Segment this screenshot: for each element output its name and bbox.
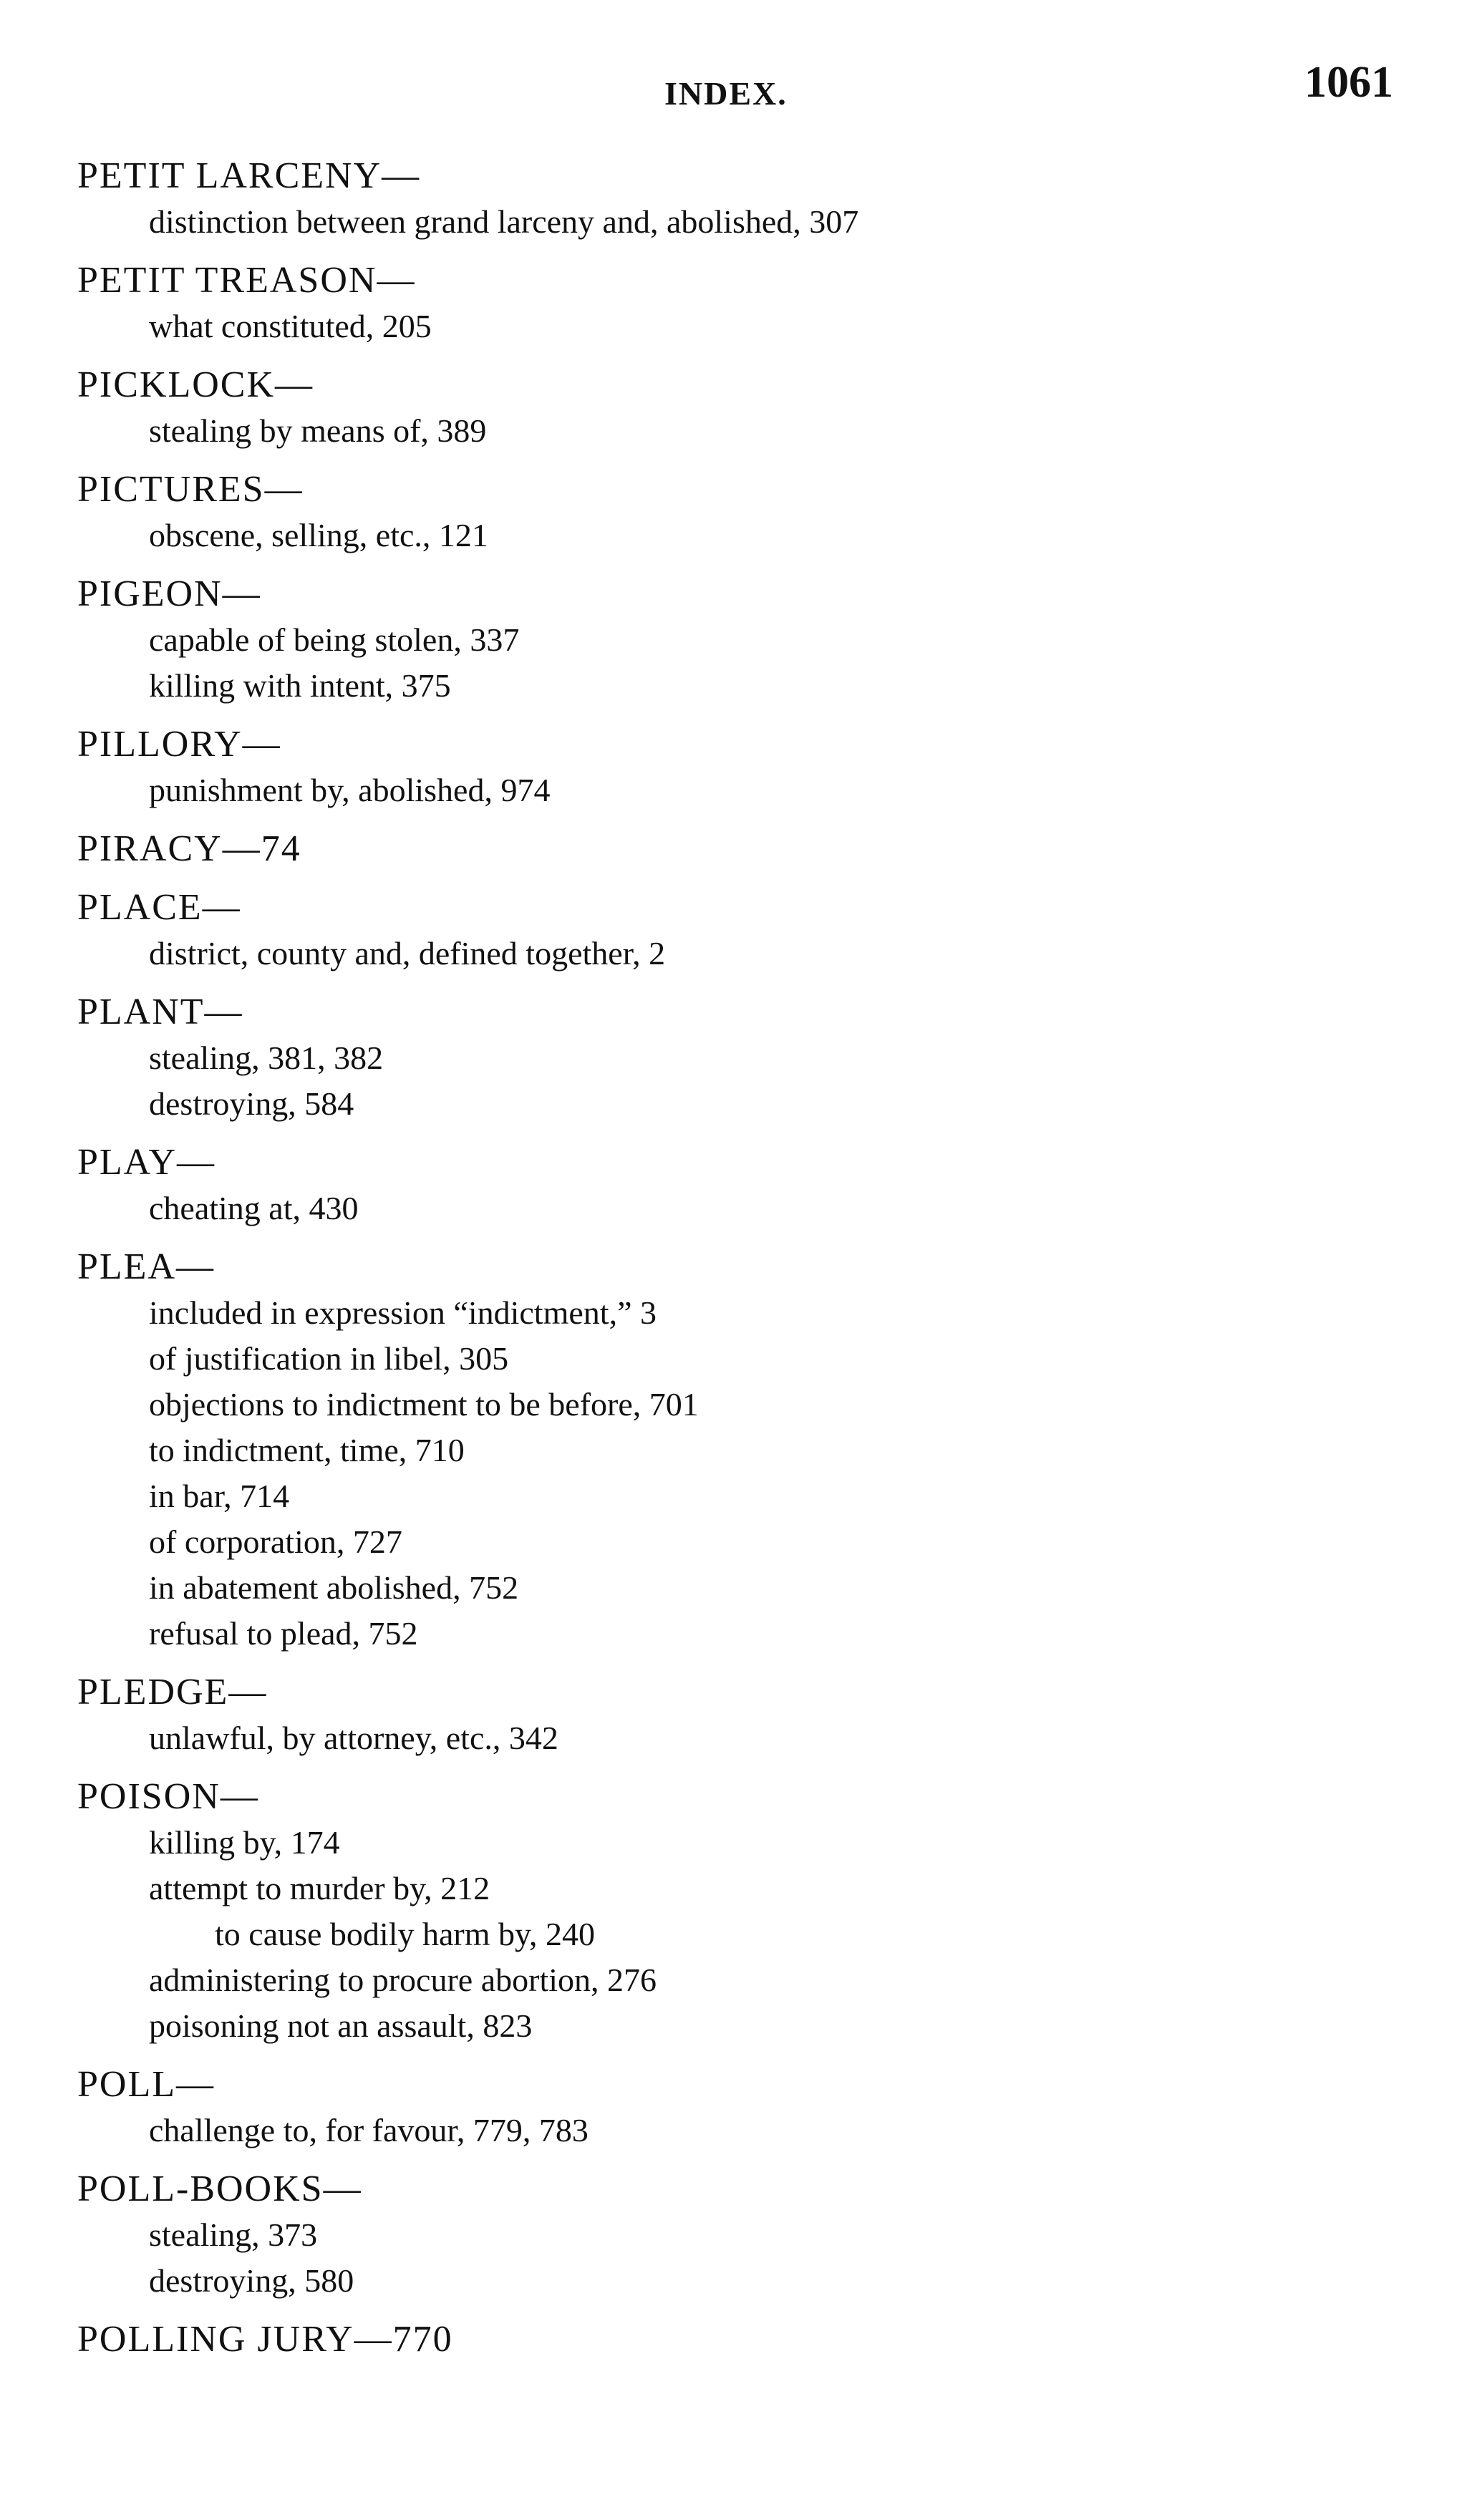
subentry-list xyxy=(77,1715,1294,1761)
index-subentry: in bar, 714 xyxy=(149,1478,290,1514)
subentry-list xyxy=(77,1186,1294,1231)
subentry-list xyxy=(77,408,1294,454)
index-subentry: objections to indictment to be before, 701 xyxy=(149,1386,699,1423)
index-subentry: of justification in libel, 305 xyxy=(149,1340,509,1377)
index-entry xyxy=(77,258,1294,349)
index-entry xyxy=(77,467,1294,558)
index-subentry: poisoning not an assault, 823 xyxy=(149,2007,533,2044)
index-subentry: obscene, selling, etc., 121 xyxy=(149,517,488,553)
index-heading: PIRACY—74 xyxy=(77,828,301,869)
index-heading: PLEDGE— xyxy=(77,1672,268,1712)
index-entry xyxy=(77,2317,1294,2362)
index-subentry: included in expression “indictment,” 3 xyxy=(149,1294,657,1331)
subentry-list xyxy=(77,1035,1294,1127)
index-heading: POISON— xyxy=(77,1776,259,1817)
index-entry xyxy=(77,1670,1294,1761)
index-entry xyxy=(77,1774,1294,2049)
index-subentry: capable of being stolen, 337 xyxy=(149,621,520,658)
index-subentry: of corporation, 727 xyxy=(149,1523,402,1560)
index-entry xyxy=(77,885,1294,976)
index-entry xyxy=(77,153,1294,245)
page-title: INDEX. xyxy=(664,75,788,112)
index-heading: POLL-BOOKS— xyxy=(77,2168,362,2209)
index-subentry: in abatement abolished, 752 xyxy=(149,1569,519,1606)
index-subentry: stealing, 381, 382 xyxy=(149,1040,384,1076)
index-subentry: refusal to plead, 752 xyxy=(149,1615,418,1652)
index-subentry: unlawful, by attorney, etc., 342 xyxy=(149,1720,558,1756)
index-heading: PETIT LARCENY— xyxy=(77,155,421,196)
subentry-list xyxy=(77,1820,1294,2049)
index-entry xyxy=(77,2166,1294,2304)
subentry-list xyxy=(77,767,1294,813)
index-heading: POLLING JURY—770 xyxy=(77,2319,453,2360)
index-heading: PILLORY— xyxy=(77,724,281,765)
index-entries xyxy=(77,153,1294,2375)
index-heading: PIGEON— xyxy=(77,573,261,614)
index-subentry: district, county and, defined together, 2 xyxy=(149,935,666,971)
index-subentry: challenge to, for favour, 779, 783 xyxy=(149,2112,589,2148)
index-heading: PICKLOCK— xyxy=(77,364,314,405)
subentry-list xyxy=(77,617,1294,709)
index-subentry: to indictment, time, 710 xyxy=(149,1432,465,1468)
index-heading: PETIT TREASON— xyxy=(77,260,416,301)
index-entry xyxy=(77,2062,1294,2153)
index-entry xyxy=(77,1244,1294,1657)
index-subentry: punishment by, abolished, 974 xyxy=(149,772,551,808)
index-subentry: administering to procure abortion, 276 xyxy=(149,1962,657,1998)
index-subentry: what constituted, 205 xyxy=(149,308,432,344)
index-entry xyxy=(77,571,1294,709)
subentry-list xyxy=(77,1290,1294,1657)
index-entry xyxy=(77,826,1294,872)
index-subentry: distinction between grand larceny and, abolished, 307 xyxy=(149,203,859,240)
index-entry xyxy=(77,1140,1294,1231)
index-subentry: attempt to murder by, 212 xyxy=(149,1870,490,1906)
index-subentry: killing by, 174 xyxy=(149,1824,340,1861)
subentry-list xyxy=(77,199,1294,245)
index-subentry: killing with intent, 375 xyxy=(149,667,451,704)
index-heading: PLACE— xyxy=(77,887,241,928)
index-entry xyxy=(77,722,1294,813)
subentry-list xyxy=(77,931,1294,976)
index-subentry: to cause bodily harm by, 240 xyxy=(215,1916,596,1952)
index-subentry: destroying, 580 xyxy=(149,2262,354,2299)
index-heading: PLEA— xyxy=(77,1246,215,1287)
index-entry xyxy=(77,989,1294,1127)
page-number: 1061 xyxy=(1304,58,1393,107)
index-subentry: stealing by means of, 389 xyxy=(149,412,487,449)
subentry-list xyxy=(77,513,1294,558)
running-header xyxy=(0,57,1467,122)
index-heading: PLAY— xyxy=(77,1142,216,1183)
index-subentry: stealing, 373 xyxy=(149,2216,318,2253)
index-heading: PLANT— xyxy=(77,992,243,1032)
subentry-list xyxy=(77,2212,1294,2304)
index-subentry: cheating at, 430 xyxy=(149,1190,359,1226)
subentry-list xyxy=(77,2108,1294,2153)
index-heading: POLL— xyxy=(77,2064,215,2105)
index-subentry: destroying, 584 xyxy=(149,1085,354,1122)
index-entry xyxy=(77,362,1294,454)
subentry-list xyxy=(77,304,1294,349)
index-heading: PICTURES— xyxy=(77,469,304,510)
